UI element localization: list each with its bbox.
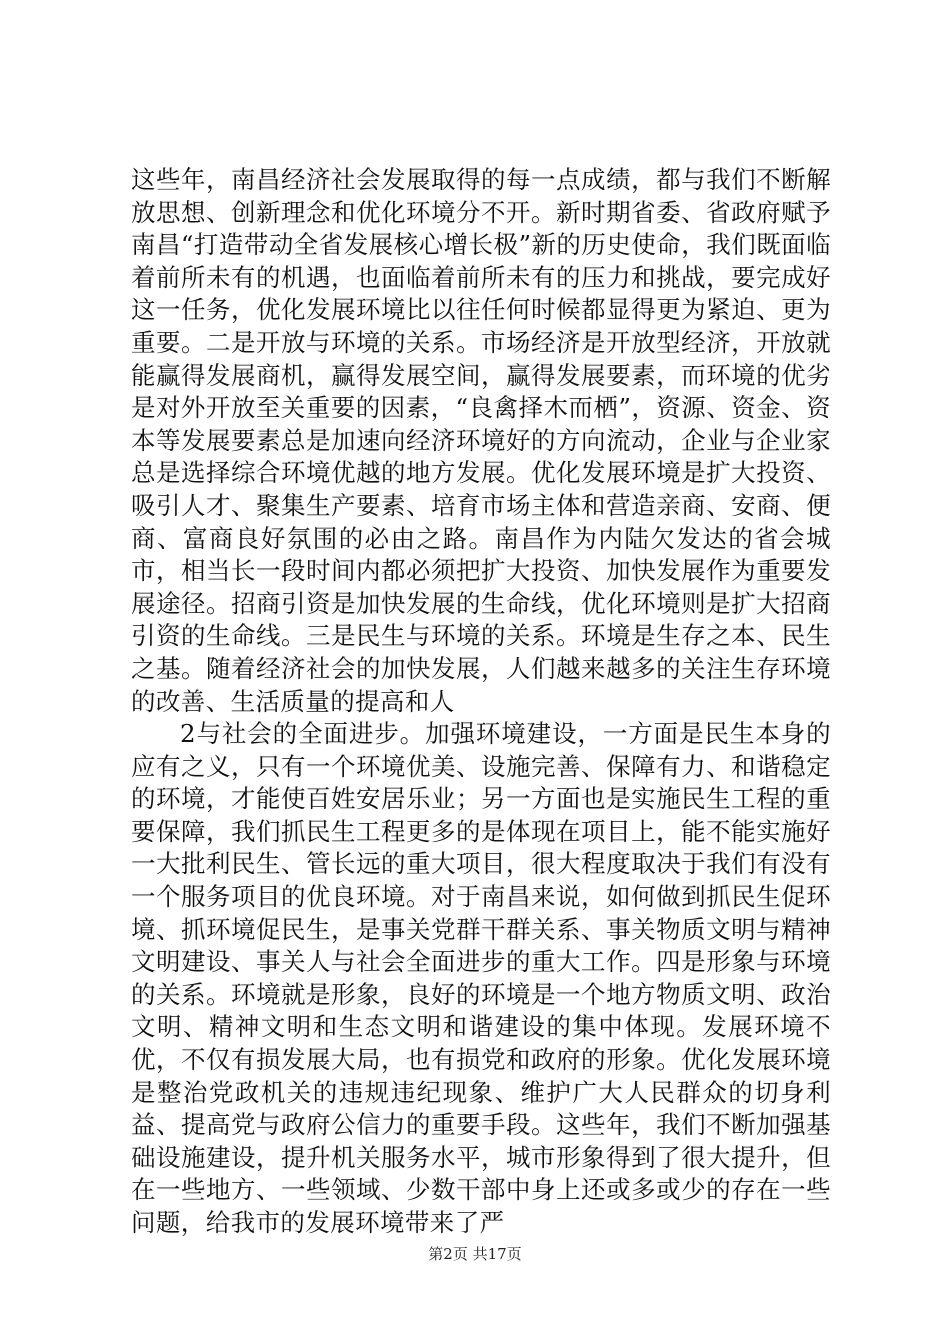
paragraph-2: 2与社会的全面进步。加强环境建设，一方面是民生本身的应有之义，只有一个环境优美、设施完善、保障有力、和谐稳定的环境，才能使百姓安居乐业；另一方面也是实施民生工程的重要保障，我们抓民生工程更多的是体现在项目上，能不能实施好一大批利民生、管长远的重大项目，很大程度取决于我们有没有一个服务项目的优良环境。对于南昌来说，如何做到抓民生促环境、抓环境促民生，是事关党群干群关系、事关物质文明与精神文明建设、事关人与社会全面进步的重大工作。四是形象与环境的关系。环境就是形象，良好的环境是一个地方物质文明、政治文明、精神文明和生态文明和谐建设的集中体现。发展环境不优，不仅有损发展大局，也有损党和政府的形象。优化发展环境是整治党政机关的违规违纪现象、维护广大人民群众的切身利益、提高党与政府公信力的重要手段。这些年，我们不断加强基础设施建设，提升机关服务水平，城市形象得到了很大提升，但在一些地方、一些领域、少数干部中身上还或多或少的存在一些问题，给我市的发展环境带来了严 — [131, 719, 831, 1237]
page-total: 共17页 — [472, 1245, 522, 1263]
page-footer — [0, 1244, 950, 1264]
page-number: 第2页 — [428, 1245, 468, 1263]
paragraph-1: 这些年，南昌经济社会发展取得的每一点成绩，都与我们不断解放思想、创新理念和优化环境分不开。新时期省委、省政府赋予南昌“打造带动全省发展核心增长极”新的历史使命，我们既面临着前所未有的机遇，也面临着前所未有的压力和挑战，要完成好这一任务，优化发展环境比以往任何时候都显得更为紧迫、更为重要。二是开放与环境的关系。市场经济是开放型经济，开放就能赢得发展商机，赢得发展空间，赢得发展要素，而环境的优劣是对外开放至关重要的因素，“良禽择木而栖”，资源、资金、资本等发展要素总是加速向经济环境好的方向流动，企业与企业家总是选择综合环境优越的地方发展。优化发展环境是扩大投资、吸引人才、聚集生产要素、培育市场主体和营造亲商、安商、便商、富商良好氛围的必由之路。南昌作为内陆欠发达的省会城市，相当长一段时间内都必须把扩大投资、加快发展作为重要发展途径。招商引资是加快发展的生命线，优化环境则是扩大招商引资的生命线。三是民生与环境的关系。环境是生存之本、民生之基。随着经济社会的加快发展，人们越来越多的关注生存环境的改善、生活质量的提高和人 — [131, 165, 831, 716]
document-body — [131, 164, 831, 1240]
